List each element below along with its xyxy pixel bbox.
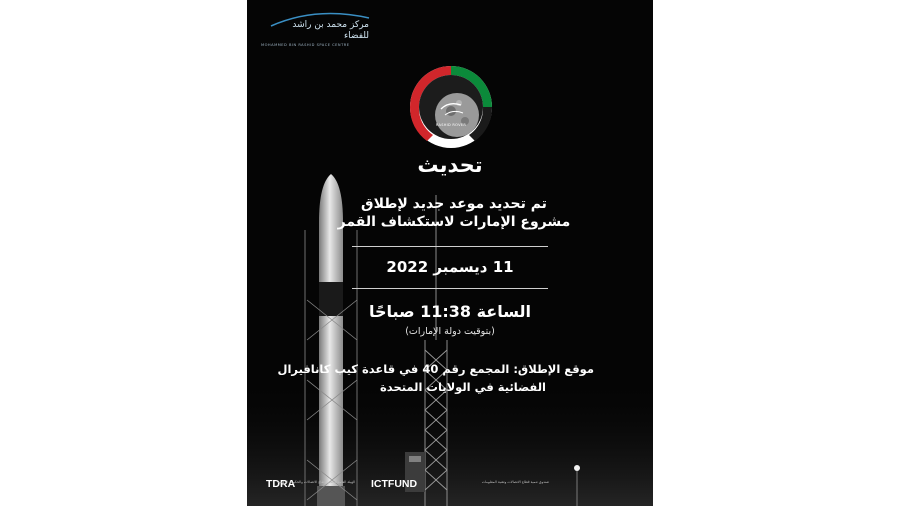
divider-top [352, 246, 548, 247]
patch-caption: RASHID ROVER [435, 123, 467, 127]
announcement-poster [247, 0, 653, 506]
mission-patch [409, 65, 493, 149]
tdra-logo: TDRA [266, 478, 296, 490]
headline-line-1: تم تحديد موعد جديد لإطلاق [361, 196, 547, 212]
logo-english-text: MOHAMMED BIN RASHID SPACE CENTRE [261, 43, 350, 47]
tdra-arabic-text: الهيئة العامة لتنظيم قطاع الاتصالات والحكومة الرقمية [277, 480, 355, 484]
timezone-note: (بتوقيت دولة الإمارات) [405, 326, 495, 337]
logo-arabic-text: مركز محمد بن راشد للفضاء [292, 20, 369, 41]
launch-time: الساعة 11:38 صباحًا [368, 302, 532, 321]
ictfund-arabic-text: صندوق تنمية قطاع الاتصالات وتقنية المعلومات [481, 480, 549, 484]
moon-patch-icon [409, 65, 493, 149]
ictfund-logo: ICTFUND [371, 478, 418, 490]
launch-date: 11 ديسمبر 2022 [386, 258, 514, 276]
launch-site-line-1: موقع الإطلاق: المجمع رقم 40 في قاعدة كيب كانافيرال [277, 362, 594, 376]
headline-line-2: مشروع الإمارات لاستكشاف القمر [337, 214, 571, 230]
divider-bottom [352, 288, 548, 289]
update-title: تحديث [417, 153, 483, 177]
launch-site-line-2: الفضائية في الولايات المتحدة [380, 380, 546, 394]
mbrsc-logo [261, 10, 371, 50]
